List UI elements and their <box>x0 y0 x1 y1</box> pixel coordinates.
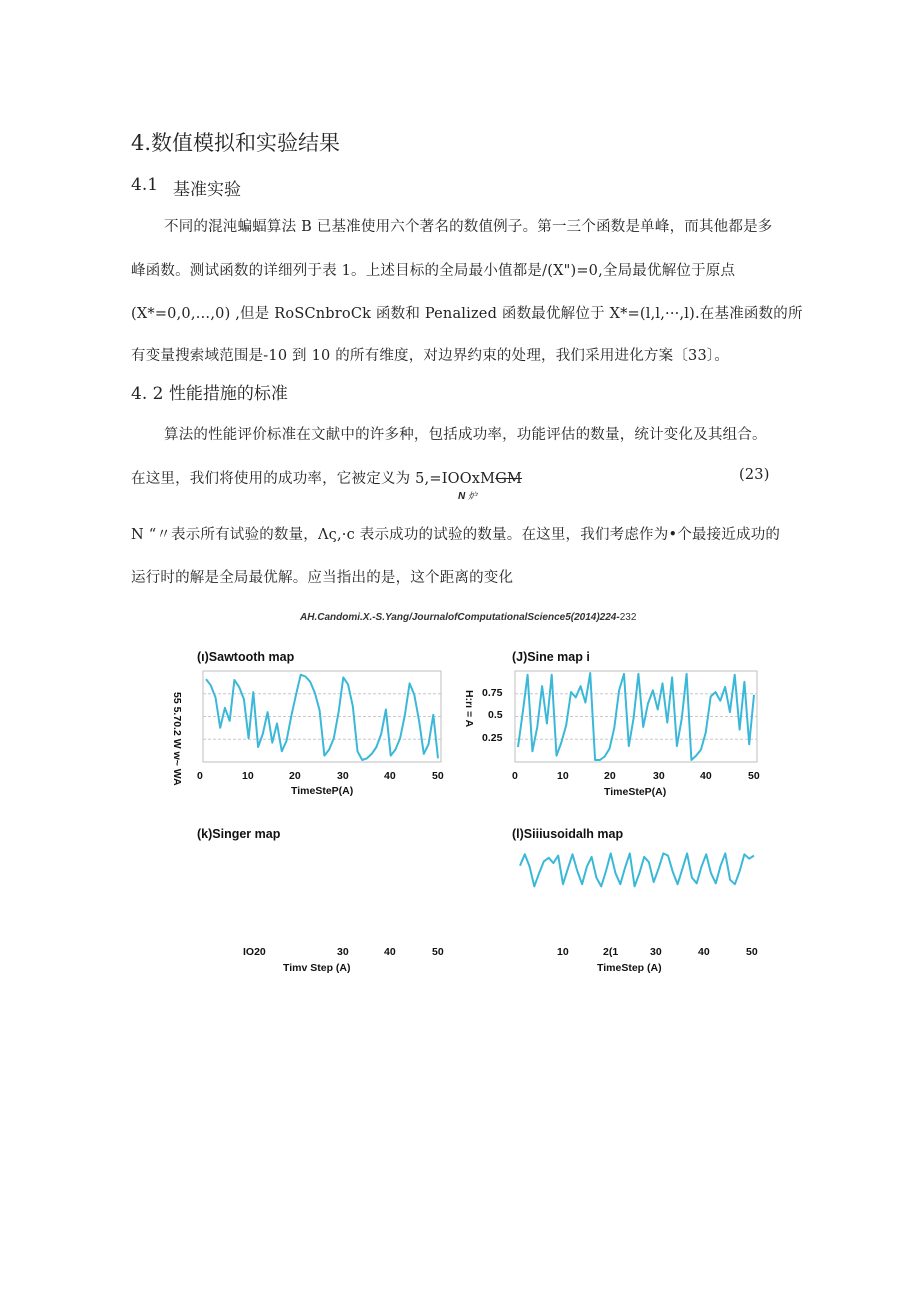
chart-title: (l)Siiiusoidalh map <box>512 827 624 841</box>
formula-m: M <box>480 471 496 487</box>
y-axis-label: H:rı = A <box>463 690 475 728</box>
section-title: 4.数值模拟和实验结果 <box>131 131 341 155</box>
y-tick-label: 0.25 <box>482 732 503 744</box>
x-tick-label: 0 <box>197 770 203 782</box>
x-tick-label: 50 <box>746 946 758 958</box>
equation-number: (23) <box>739 467 770 483</box>
x-tick-label: 50 <box>432 946 444 958</box>
sawtooth-chart <box>203 671 441 762</box>
paragraph-line: 不同的混沌蝙蝠算法 B 已基准使用六个著名的数值例子。第一三个函数是单峰，而其他都是多 <box>164 219 773 235</box>
x-tick-label: 50 <box>748 770 760 782</box>
x-tick-label: 0 <box>512 770 518 782</box>
paragraph-line: 运行时的解是全局最优解。应当指出的是，这个距离的变化 <box>131 570 514 586</box>
x-tick-label: 40 <box>384 770 396 782</box>
x-tick-label: 10 <box>557 946 569 958</box>
x-tick-label: 30 <box>337 770 349 782</box>
chart-title: (J)Sine map i <box>512 650 590 664</box>
subsection-number: 4.1 <box>131 175 159 195</box>
x-tick-label: 40 <box>700 770 712 782</box>
series-line <box>206 675 438 760</box>
y-axis-label: 55 5.70.2 W w~ WA <box>171 692 183 786</box>
x-tick-label: 10 <box>242 770 254 782</box>
x-tick-label: 2(1 <box>603 946 619 958</box>
x-tick-label: 30 <box>653 770 665 782</box>
paragraph-line: 峰函数。测试函数的详细列于表 1。上述目标的全局最小值都是/(X")=0,全局最优解位于原点 <box>131 263 736 279</box>
chart-title: (k)Singer map <box>197 827 281 841</box>
y-tick-label: 0.5 <box>488 709 503 721</box>
paragraph-line: 算法的性能评价标准在文献中的许多种，包括成功率，功能评估的数量，统计变化及其组合。 <box>164 427 767 443</box>
x-axis-label: TimeSteP(A) <box>291 785 354 797</box>
paragraph-line <box>131 467 522 488</box>
chart-title: (ı)Sawtooth map <box>197 650 295 664</box>
x-tick-label: 10 <box>557 770 569 782</box>
x-tick-label: 50 <box>432 770 444 782</box>
series-line <box>520 853 754 886</box>
sinusoidal-chart <box>517 847 757 895</box>
x-axis-label: TimeSteP(A) <box>604 786 667 798</box>
y-tick-label: 0.75 <box>482 687 503 699</box>
formula-gm: GM <box>495 471 523 487</box>
x-axis-label: Timv Step (A) <box>283 962 351 974</box>
sine-chart <box>515 671 757 762</box>
subsection-title: 4. 2 性能措施的标准 <box>131 384 288 404</box>
figure-caption: AH.Candomi.X.-S.Yang/JournalofComputationalScience5(2014)224-232 <box>300 612 637 623</box>
paragraph-line: 有变量搜索域范围是-10 到 10 的所有维度，对边界约束的处理，我们采用进化方案〔33〕。 <box>131 348 730 364</box>
formula-denominator: N 炉 <box>458 491 478 502</box>
x-tick-label: 40 <box>698 946 710 958</box>
paragraph-line: (X*=0,0,…,0) ,但是 RoSCnbroCk 函数和 Penalized 函数最优解位于 X*=(l,l,···,l).在基准函数的所 <box>131 306 803 322</box>
x-axis-label: TimeStep (A) <box>597 962 662 974</box>
x-tick-label: 20 <box>604 770 616 782</box>
x-tick-label: 40 <box>384 946 396 958</box>
x-tick-label: 20 <box>289 770 301 782</box>
paragraph-line: N “〃表示所有试验的数量，Λς,·c 表示成功的试验的数量。在这里，我们考虑作为•个最接近成功的 <box>131 527 781 543</box>
paragraph-text: 在这里，我们将使用的成功率，它被定义为 5,=IOOx <box>131 471 481 487</box>
x-tick-label: IO20 <box>243 946 266 958</box>
x-tick-label: 30 <box>650 946 662 958</box>
subsection-title: 基准实验 <box>173 180 241 200</box>
x-tick-label: 30 <box>337 946 349 958</box>
